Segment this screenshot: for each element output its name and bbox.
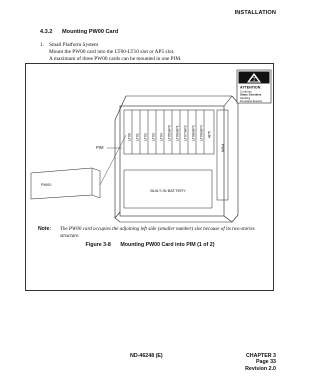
figure-caption xyxy=(0,242,300,248)
attention-line-3: Handling xyxy=(240,96,251,100)
slot-label-9: LT09/AP4 xyxy=(199,125,204,141)
step-line-1: Mount the PW00 card into the LT00-LT10 slot or AP5 slot. xyxy=(49,49,175,55)
chapter-label: CHAPTER 3 xyxy=(245,353,276,359)
battery-label: BUILT-IN BATTERY xyxy=(150,188,186,193)
pwr-module xyxy=(217,110,228,200)
section-number: 4.3.2 xyxy=(40,29,53,35)
slot-label-4: LT04 xyxy=(159,133,164,141)
pwr-label: PWR xyxy=(220,143,225,153)
running-header: INSTALLATION xyxy=(234,10,276,16)
revision-label: Revision 2.0 xyxy=(245,365,276,372)
doc-number: ND-46248 (E) xyxy=(130,353,163,359)
insertion-arrow xyxy=(100,135,126,185)
pim-label: PIM xyxy=(96,145,104,150)
slot-label-3: LT03 xyxy=(151,133,156,141)
attention-line-2: Static Sensitive xyxy=(240,92,262,97)
step-index: 1. xyxy=(40,42,44,48)
slot-label-0: LT00 xyxy=(127,133,132,141)
attention-line-4: Precautions Required xyxy=(240,100,263,103)
figure-title: Mounting PW00 Card into PIM (1 of 2) xyxy=(120,242,215,248)
step-line-2: A maximum of three PW00 cards can be mounted in one PIM. xyxy=(49,56,182,62)
slot-label-6: LT06/AP1 xyxy=(175,125,180,141)
slot-label-7: LT07/AP2 xyxy=(183,125,188,141)
note-label: Note: xyxy=(38,226,52,232)
slot-label-2: LT02 xyxy=(143,133,148,141)
page-number: Page 33 xyxy=(255,359,276,366)
pim-chassis xyxy=(115,96,238,222)
step-title: Small Platform System xyxy=(49,42,99,48)
slot-label-5: LT05/AP0 xyxy=(167,125,172,141)
slot-label-1: LT01 xyxy=(135,133,140,141)
section-title: Mounting PW00 Card xyxy=(62,29,119,35)
footer-right xyxy=(245,353,276,372)
slot-label-8: LT08/AP3 xyxy=(191,125,196,141)
pw00-label: PW00 xyxy=(41,183,52,187)
figure-number: Figure 3-8 xyxy=(85,242,111,248)
attention-title: ATTENTION xyxy=(240,85,261,90)
note-text: The PW00 card occupies the adjoining left side (smaller number) slot because of its two-stories structure. xyxy=(60,226,255,239)
slot-label-10: AP5 xyxy=(207,131,212,138)
attention-line-1: Contents xyxy=(240,89,252,94)
